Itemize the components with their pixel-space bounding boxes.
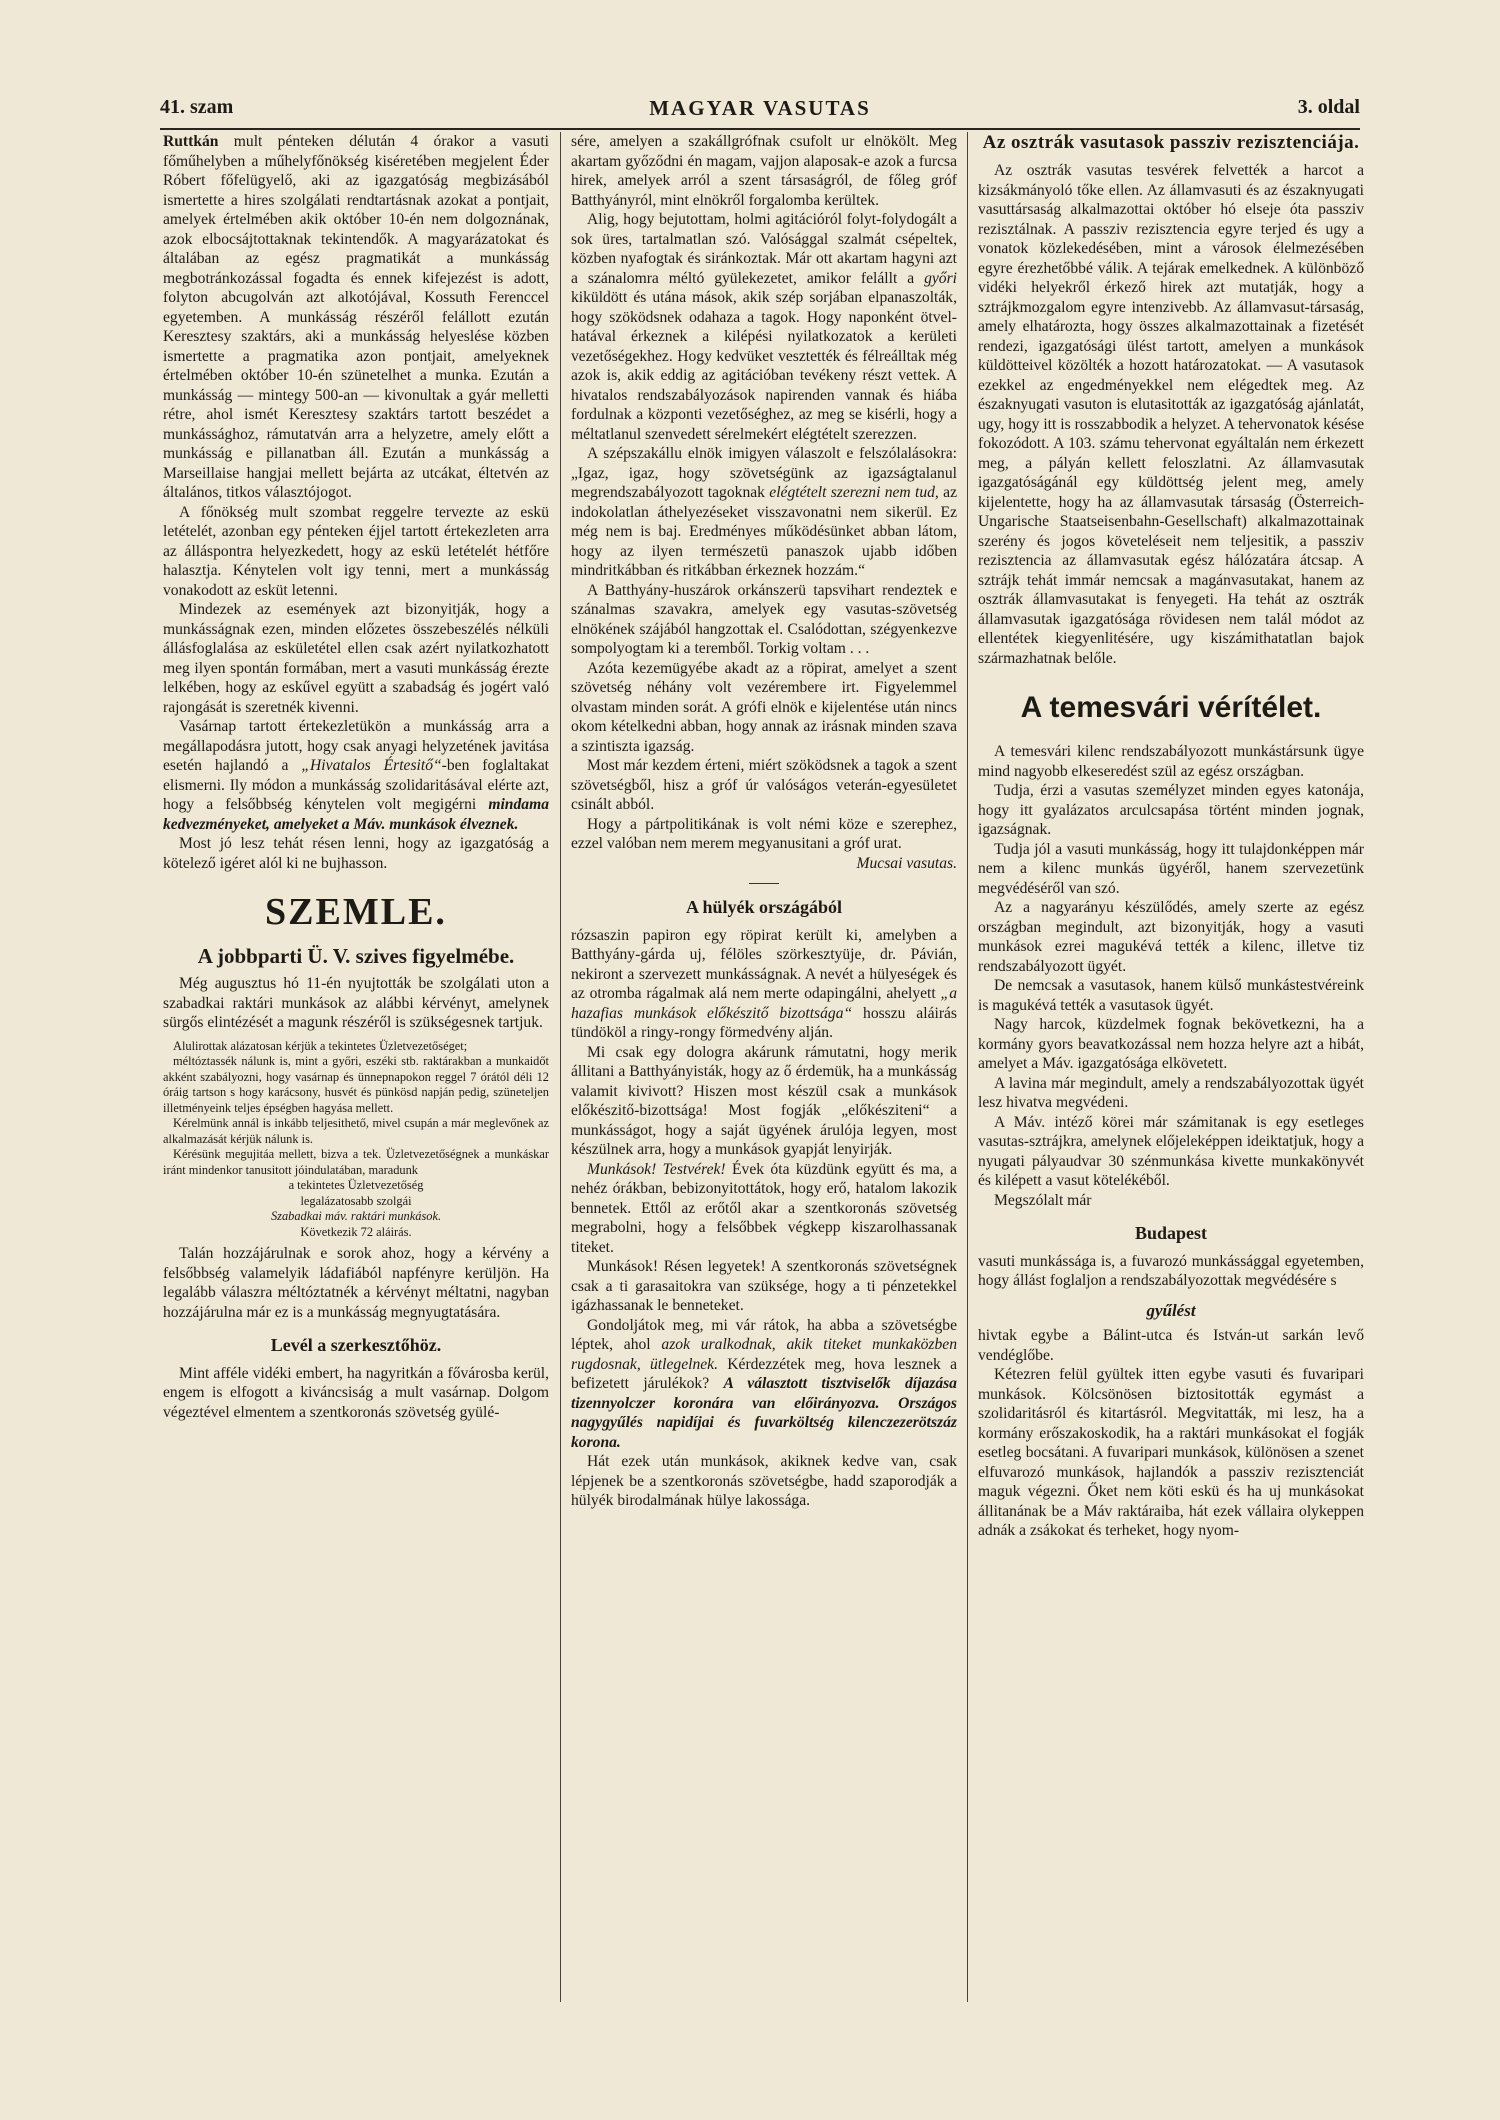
paragraph: Az a nagyarányu készülődés, amely szerte az egész országban megindult, azt bizonyitják, hogy a vasuti munkások ezrei magukévá tették a kilenc, illetve tiz rendszabályozott ügyét. [978, 899, 1364, 975]
issue-number: 41. szam [160, 96, 234, 118]
paragraph: A lavina már megindult, amely a rendszabályozottak ügyét lesz hivatva megvédeni. [978, 1074, 1364, 1111]
paragraph: Mint afféle vidéki embert, ha nagyritkán a fővárosba kerül, engem is elfogott a kiváncsiság a mult vasárnap. Dolgom végeztével elmentem a szentkoronás szövetség gyülé- [163, 1364, 549, 1421]
headline-jobbparti: A jobbparti Ü. V. szives figyelmébe. [197, 944, 515, 968]
paragraph: Azóta kezemügyébe akadt az a röpirat, amelyet a szent szövetség néhány volt vezérembere irt. Figyelemmel olvastam minden sorát. A grófi elnök e kijelentése után nincs okom kételkedni abban, hogy annak az irásnak minden szava a szintiszta igazság. [571, 659, 957, 755]
paragraph: A temesvári kilenc rendszabályozott munkástársunk ügye mind nagyobb elkeseredést szül az egész országban. [978, 743, 1364, 780]
headline-osztrak: Az osztrák vasutasok passziv rezisztenciája. [982, 132, 1360, 153]
headline-budapest: Budapest [1134, 1223, 1208, 1243]
column-2 [571, 132, 957, 2012]
paragraph: Vasárnap tartott értekezletükön a munkásság arra a megállapodásra jutott, hogy csak anyagi helyzetének javitása esetén hajlandó a „Hivatalos Értesitő“-ben foglaltakat elismerni. Ily módon a munkásság szolidaritásával elérte azt, hogy a felsőbbség kénytelen volt megigérni mindama kedvezményeket, amelyeket a Máv. munkások élveznek. [163, 718, 549, 833]
column-divider-1 [560, 132, 561, 2002]
paragraph: Alig, hogy bejutottam, holmi agitációról folyt-folydogált a sok üres, tartalmatlan szó. Valósággal szalmát csépeltek, közben nyafogtak és siránkoztak. Már ott akartam hagyni azt a szánalomra méltó gyülekezetet, amikor felállt a győri kiküldött és utána mások, akik szép sorjában elpanaszolták, hogy szöködsnek odahaza a tagok. Hogy naponként ötvel-hatával érkeznek a kilépési nyilatkozatok a kerületi vezetőségekhez. Hogy kedvüket vesztették és félreálltak még azok is, akik eddig az agitációban tevékeny részt vettek. A hivatalos rendszabályozások napirenden vannak és hiába fordulnak a központi vezetőséghez, az meg se kisérli, hogy a méltatlanul szenvedett sérelmekért elégtételt szerezzen. [571, 211, 957, 443]
paragraph: De nemcsak a vasutasok, hanem külső munkástestvéreink is magukévá tették a vasutasok ügyét. [978, 977, 1364, 1014]
paragraph: A Batthyány-huszárok orkánszerü tapsvihart rendeztek e szánalmas szavakra, amelyek egy vasutas-szövetség elnökének szájából hangzottak el. Csalódottan, szégyenkezve sompolyogtam ki a teremből. Torkig voltam . . . [571, 581, 957, 657]
paragraph: Mi csak egy dologra akárunk rámutatni, hogy merik állitani a Batthyányisták, hogy az ő érdemük, ha a munkásság valamit kivivott? Hiszen most készül csak a munkások előkészitő-bizottsága! Most fogják „előkésziteni“ a munkásságot, hogy a saját ügyének árulója legyen, most készülnek arra, hogy a munkások gyapját lenyirják. [571, 1043, 957, 1158]
paragraph: Az osztrák vasutas tesvérek felvették a harcot a kizsákmányoló tőke ellen. Az államvasuti és az északnyugati vasuttársaság alkalmazottai október hó elseje óta passziv rezisztálnak. A passziv rezisztencia egyre terjed és ugy a vonatok közlekedésében, mint a városok élelmezésében egyre érezhetőbbé válik. A tejárak emelkednek. A különböző vidéki helyekről érkező hirek azt mutatják, hogy a sztrájkmozgalom egyre intenzivebb. Az államvasut-társaság, amely elhatározta, hogy összes alkalmazottainak a fizetését rendezi, igazgatósági ülést tartott, amelyen a munkások küldötteivel közölték a hozott határozatokat. — A vasutasok ezekkel az engedményekkel nem elégedtek meg. Az északnyugati vasuton is elutasitották az igazgatóság ajánlatát, ugy, hogy itt is rosszabbodik a helyzet. A tehervonatok késése fokozódott. A 103. számu tehervonat egyáltalán nem érkezett meg, a pályán kellett feloszlatni. Az államvasutak igazgatóságánál egy küldöttség jelent meg, amely kijelentette, hogy ha az államvasutak társaság (Österreich-Ungarische Staatseisenbahn-Gesellschaft) alkalmazottainak szerény és jogos követeléseit nem teljesitik, a passziv rezisztencia az államvasutak egész hálózatára átcsap. A sztrájk tehát immár nemcsak a magánvasutakat, hanem az osztrák államvasutakat is fenyegeti. Ha tehát az osztrák államvasutak igazgatósága rövidesen nem talál módot az ellentétek kiegyenlitésére, ugy kiszámithatatlan bajok származhatnak belőle. [978, 162, 1364, 667]
page-header [160, 96, 1360, 126]
column-3 [978, 132, 1364, 2012]
paragraph: sére, amelyen a szakállgrófnak csufolt ur elnökölt. Meg akartam győződni én magam, vajjon alaposak-e azok a furcsa hirek, amelyek arról a szent társaságról, de főleg gróf Batthyányról, mint elnökről forgalomba kerültek. [571, 133, 957, 209]
paragraph: Hogy a pártpolitikának is volt némi köze e szerephez, ezzel valóban nem merem megyanusitani a gróf urat. [571, 815, 957, 852]
paragraph: Tudja, érzi a vasutas személyzet minden egyes katonája, hogy itt gyalázatos arculcsapása történt minden jognak, igazságnak. [978, 782, 1364, 838]
header-rule [160, 128, 1360, 130]
paragraph: hivtak egybe a Bálint-utca és István-ut sarkán levő vendéglőbe. [978, 1327, 1364, 1364]
paragraph: A Máv. intéző körei már számitanak is egy esetleges vasutas-sztrájkra, amelynek előjeleképpen ideiktatjuk, hogy a nyugati pályaudvar 30 szénmunkása kivette munkakönyvét és kilépett a vasut kötelékéből. [978, 1113, 1364, 1189]
paragraph: Kétezren felül gyültek itten egybe vasuti és fuvaripari munkások. Kölcsönösen biztositották egymást a szolidaritásról és kitartásról. Megvitatták, mi lesz, ha a kormány erőszakoskodik, ha a raktári munkásokat el fogják esetleg bocsátani. A fuvaripari munkások, különösen a szenet elfuvarozó munkások, hajlandók a passziv rezisztenciát maguk végezni. Őket nem köti eskü és ha uj munkásokat állitanának be a Máv raktáraiba, hát ezek vállaira olykeppen adnák a zsákokat és terheket, hogy nyom- [978, 1366, 1364, 1539]
paragraph: A szépszakállu elnök imigyen válaszolt e felszólalásokra: „Igaz, igaz, hogy szövetségünk az igazságtalanul megrendszabályozott tagoknak elégtételt szerezni nem tud, az indokolatlan áthelyezéseket visszavonatni nem sikerül. Ez még nem is baj. Eredményes működésünket abban látom, hogy az ilyen természetü panaszok ujabb időben mindritkábban és ritkábban érkeznek hozzám.“ [571, 445, 957, 579]
paragraph: Nagy harcok, küzdelmek fognak bekövetkezni, ha a kormány gyors beavatkozással nem hozza helyre azt a hibát, amelyet a Máv. igazgatósága elkövetett. [978, 1016, 1364, 1072]
paragraph: Még augusztus hó 11-én nyujtották be szolgálati uton a szabadkai raktári munkások az alábbi kérvényt, amelynek sürgős elintézését a magunk részéről is szükségesnek tartjuk. [163, 975, 549, 1031]
headline-temesvar: A temesvári vérítélet. [1020, 691, 1322, 724]
headline-gyules: gyűlést [1146, 1300, 1196, 1320]
paragraph: Most jó lesz tehát résen lenni, hogy az igazgatóság a kötelező igéret alól ki ne bujhasson. [163, 835, 549, 872]
column-1 [163, 132, 549, 2012]
paragraph: vasuti munkássága is, a fuvarozó munkássággal egyetemben, hogy állást foglaljon a rendszabályozottak megvédésére s [978, 1252, 1364, 1289]
paragraph: Mindezek az események azt bizonyitják, hogy a munkásságnak ezen, minden előzetes összebeszélés nélküli állásfoglalása az eskületétel ellen csak azért nyilatkozhatott meg ilyen spontán formában, mert a vasuti munkásság érezte lelkében, hogy az eskűvel együtt a szabadság és jogért való rajongását is szeretnék kivenni. [163, 601, 549, 716]
section-title-szemle: SZEMLE. [265, 891, 447, 933]
paragraph: Gondoljátok meg, mi vár rátok, ha abba a szövetségbe léptek, ahol azok uralkodnak, akik titeket munkaközben rugdosnak, ütlegelnek. Kérdezzétek meg, hova lesznek a befizetett járulékok? A választott tisztviselők díjazása tizennyolczer koronára van előirányozva. Országos nagygyűlés napidíjai és fuvarköltség kilenczezerötszáz korona. [571, 1316, 957, 1451]
paragraph: Tudja jól a vasuti munkásság, hogy itt tulajdonképpen már nem a kilenc munkás ügyéről, hanem szervezetünk megvédéséről van szó. [978, 840, 1364, 897]
paper-title: MAGYAR VASUTAS [649, 96, 871, 120]
article-ruttka: Ruttkán mult pénteken délután 4 órakor a vasuti főműhelyben a műhelyfőnökség kiséretében megjelent Éder Róbert főfelügyelő, aki az igazgatóság megbizásából ismertette a hires szolgálati rendtartásnak azokat a pontjait, amelyek értelmében akik október 10-én nem dolgoznának, azok elbocsájtottaknak tekintendők. A magyarázatokat és általában az egész pragmatikát a munkásság megbotránkozással fogadta és ennek kifejezést is adott, folyton abcugolván azt alkotójával, Kossuth Ferenccel egyetemben. A munkásság részéről felállott ezután Keresztesy szaktárs, aki a munkásság helyeslése közben ismertette a pragmatika azon pontjait, amelyeknek értelmében október 10-én szünetelhet a munka. Ezután a munkásság — mintegy 500-an — kivonultak a gyár melletti rétre, ahol ismét Keresztesy szaktárs tartott beszédet a munkássághoz, rámutatván arra a helyzetre, amely előtt a munkásság e pillanatban áll. Ezután a munkásság a Marseillaise hangjai mellett bejárta az utcákat, éltetvén az általános, titkos választójogot. [163, 133, 549, 501]
paragraph: A főnökség mult szombat reggelre tervezte az eskü letételét, azonban egy pénteken éjjel tartott értekezleten arra az álláspontra helyezkedett, hogy az eskü letételét hétfőre halasztja. Kénytelen volt igy tenni, mert a munkásság vonakodott az esküt letenni. [163, 503, 549, 599]
paragraph: Hát ezek után munkások, akiknek kedve van, csak lépjenek be a szentkoronás szövetségbe, hadd szaporodják a hülyék birodalmának hülye lakossága. [571, 1453, 957, 1509]
paragraph: Munkások! Résen legyetek! A szentkoronás szövetségnek csak a ti garasaitokra van szüksége, hogy a ti pénzetekkel igázhassanak le benneteket. [571, 1258, 957, 1314]
column-divider-2 [967, 132, 968, 2002]
paragraph: rózsaszin papiron egy röpirat került ki, amelyben a Batthyány-gárda uj, félöles szörkesztyüje, dr. Pávián, nekiront a szervezett munkásságnak. A nevét a hülyeségek és az otromba rágalmak alá nem merte odapingálni, ahelyett „a hazafias munkások előkészitő bizottsága“ hosszu aláirás tündököl a ringy-rongy förmedvény alján. [571, 926, 957, 1041]
paragraph: Most már kezdem érteni, miért szöködsnek a tagok a szent szövetségből, hisz a gróf úr valóságos veterán-egyesületet csinált abból. [571, 757, 957, 813]
paragraph: Talán hozzájárulnak e sorok ahoz, hogy a kérvény a felsőbbség valamelyik ládafiából napfényre kerüljön. Ha legalább válaszra méltóztatnék a kérvényt méltatni, nagyban hozzájárulna már ez is a munkásság megnyugtatására. [163, 1245, 549, 1321]
petition-text: Alulirottak alázatosan kérjük a tekintetes Üzletvezetőséget; méltóztassék nálunk is, mint a győri, eszéki stb. raktárakban a munkaidőt akként szabályozni, hogy vasárnap és ünnepnapokon reggel 7 órától déli 12 óráig tartson s hogy karácsony, husvét és pünkösd napján pedig, szüneteljen illetményeink teljes épségben hagyása mellett. Kérelmünk annál is inkább teljesithető, mivel csupán a már meglevőnek az alkalmazását kérjük nálunk is. Kérésünk megujitáa mellett, bizva a tek. Üzletvezetőségnek a munkáskar iránt mindenkor tanusitott jóindulatában, maradunk a tekintetes Üzletvezetőség legalázatosabb szolgái Szabadkai máv. raktári munkások. Következik 72 aláirás. [163, 1038, 549, 1239]
paragraph: Munkások! Testvérek! Évek óta küzdünk együtt és ma, a nehéz órákban, bebizonyitottátok, hogy erő, hatalom lakozik bennetek. Ettől az erőtől akar a szentkoronás szövetség megrabolni, hogy a felsőbbek végkepp kiszarolhassanak titeket. [571, 1160, 957, 1256]
headline-level: Levél a szerkesztőhöz. [270, 1335, 442, 1355]
paragraph: Megszólalt már [994, 1191, 1092, 1209]
divider [749, 883, 779, 884]
headline-hulyek: A hülyék országából [685, 897, 843, 917]
page-number: 3. oldal [1297, 96, 1360, 118]
signature: Mucsai vasutas. [856, 854, 957, 872]
